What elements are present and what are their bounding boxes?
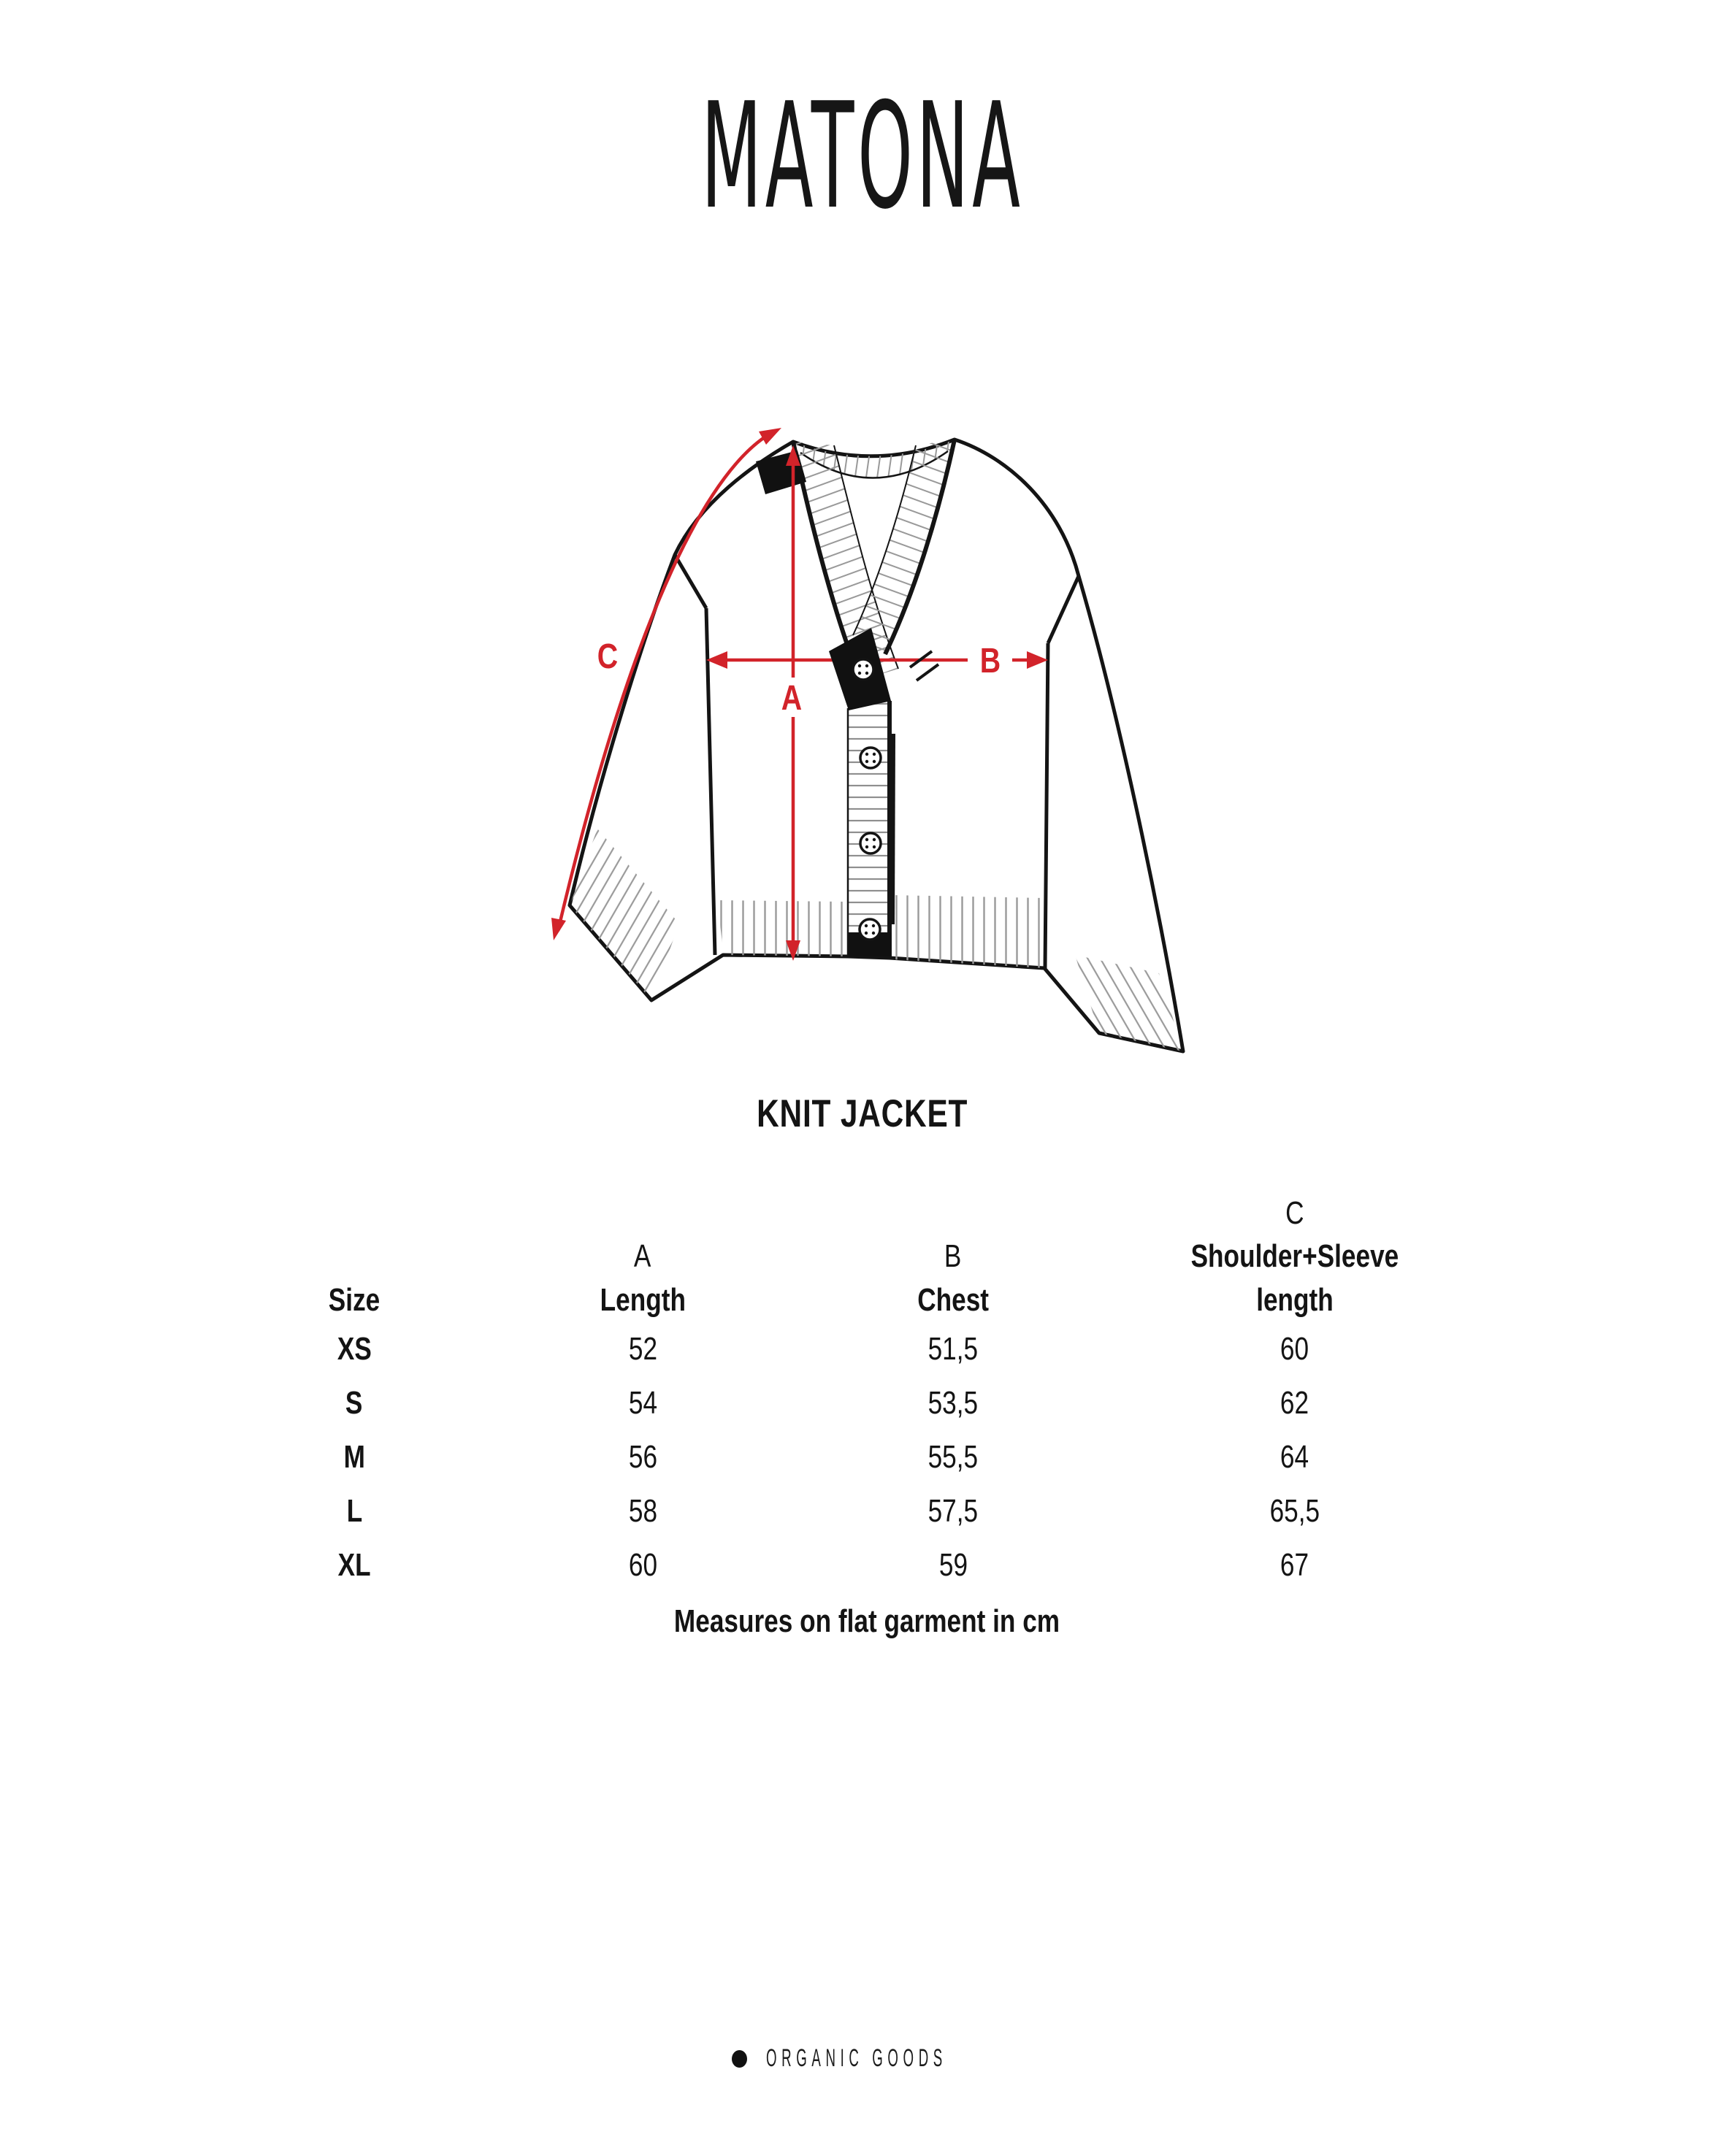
row-s-size: S (345, 1385, 363, 1421)
organic-goods-label: ORGANIC GOODS (766, 2044, 947, 2072)
row-l-shoulder: 65,5 (1269, 1493, 1320, 1529)
row-s-length: 54 (628, 1385, 657, 1421)
col-b-letter: B (944, 1238, 962, 1274)
row-m-size: M (343, 1439, 365, 1475)
row-xl-size: XL (337, 1547, 371, 1583)
row-xl-shoulder: 67 (1280, 1547, 1309, 1583)
size-table (208, 1192, 1468, 1592)
row-m-shoulder: 64 (1280, 1439, 1309, 1475)
col-c-letter: C (1285, 1195, 1304, 1231)
col-chest-header: Chest (917, 1282, 989, 1318)
measurement-note-text: Measures on flat garment in cm (673, 1603, 1060, 1639)
row-xs-size: XS (337, 1331, 372, 1367)
brand-logo (0, 72, 1725, 242)
col-a-letter: A (634, 1238, 651, 1274)
row-xs-length: 52 (628, 1331, 657, 1367)
row-m-chest: 55,5 (927, 1439, 979, 1475)
row-xs-shoulder: 60 (1280, 1331, 1309, 1367)
jacket-diagram (540, 394, 1198, 1066)
hem-rib-left (717, 900, 847, 956)
right-front-edge (892, 734, 893, 924)
hem-rib-right (892, 895, 1044, 968)
row-s-shoulder: 62 (1280, 1385, 1309, 1421)
row-s-chest: 53,5 (927, 1385, 979, 1421)
row-m-length: 56 (628, 1439, 657, 1475)
measure-label-b: B (979, 641, 1001, 680)
measure-label-a: A (781, 678, 803, 718)
col-size-header: Size (328, 1282, 380, 1318)
col-shoulder-header: Shoulder+Sleeve (1190, 1238, 1399, 1274)
col-shoulder-header-2: length (1255, 1282, 1334, 1318)
product-title-text: KNIT JACKET (757, 1092, 968, 1135)
brand-logo-text: MATONA (701, 72, 1024, 242)
row-l-chest: 57,5 (927, 1493, 979, 1529)
col-length-header: Length (600, 1282, 686, 1318)
row-l-length: 58 (628, 1493, 657, 1529)
bullet-icon (732, 2050, 747, 2068)
row-xs-chest: 51,5 (927, 1331, 979, 1367)
measure-label-c: C (597, 637, 619, 676)
product-title (0, 1092, 1725, 1136)
measurement-note (626, 1603, 1108, 1640)
row-xl-chest: 59 (938, 1547, 968, 1583)
row-l-size: L (346, 1493, 362, 1529)
footer (732, 2044, 1095, 2073)
row-xl-length: 60 (628, 1547, 657, 1583)
